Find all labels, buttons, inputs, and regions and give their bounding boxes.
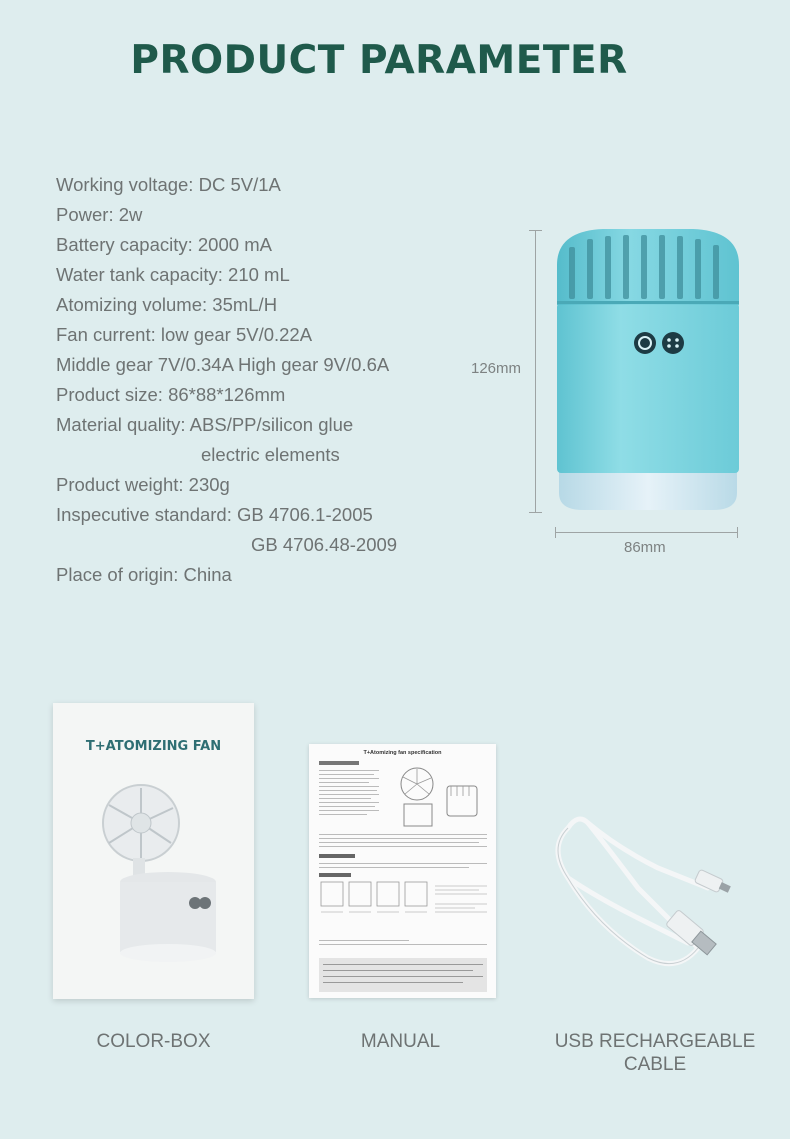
manual-line	[323, 976, 483, 977]
product-image	[553, 225, 743, 520]
manual-line	[319, 770, 379, 771]
manual-line	[319, 846, 487, 847]
manual-line	[319, 834, 487, 835]
cable-caption-line1: USB RECHARGEABLE	[554, 1031, 756, 1052]
width-dimension-line	[555, 532, 738, 533]
spec-standard-cont: GB 4706.48-2009	[251, 534, 398, 555]
manual-line	[319, 774, 374, 775]
spec-size: Product size: 86*88*126mm	[56, 384, 286, 405]
height-dimension-cap-bottom	[529, 512, 542, 513]
page-title: PRODUCT PARAMETER	[130, 38, 628, 83]
height-dimension-cap-top	[529, 230, 542, 231]
spec-standard: Inspecutive standard: GB 4706.1-2005	[56, 504, 373, 525]
manual-line	[319, 786, 379, 787]
manual-line	[319, 790, 377, 791]
spec-weight: Product weight: 230g	[56, 474, 230, 495]
manual-line	[319, 778, 379, 779]
manual-line	[319, 944, 487, 945]
manual-line	[319, 867, 469, 868]
color-box-image	[53, 703, 254, 999]
manual-line	[319, 782, 369, 783]
manual-line	[319, 814, 367, 815]
manual-image	[309, 744, 496, 998]
manual-line	[319, 802, 379, 803]
box-title: T+ATOMIZING FAN	[85, 739, 222, 754]
spec-battery: Battery capacity: 2000 mA	[56, 234, 272, 255]
height-dimension-line	[535, 230, 536, 513]
cable-caption-line2: CABLE	[623, 1054, 687, 1075]
manual-section-bar	[319, 873, 351, 877]
manual-caption: MANUAL	[360, 1031, 441, 1052]
manual-line	[319, 806, 375, 807]
manual-fan-diagram	[389, 764, 489, 829]
manual-line	[319, 842, 479, 843]
spec-list	[56, 170, 397, 590]
spec-material-cont: electric elements	[201, 444, 340, 465]
width-label: 86mm	[624, 539, 666, 556]
manual-line	[323, 970, 473, 971]
spec-gears: Middle gear 7V/0.34A High gear 9V/0.6A	[56, 354, 390, 375]
manual-line	[319, 794, 379, 795]
spec-power: Power: 2w	[56, 204, 143, 225]
manual-line	[323, 964, 483, 965]
manual-line	[319, 940, 409, 941]
spec-water-tank: Water tank capacity: 210 mL	[56, 264, 290, 285]
height-label: 126mm	[471, 360, 522, 377]
spec-origin: Place of origin: China	[56, 564, 232, 585]
manual-title: T+Atomizing fan specification	[363, 750, 442, 756]
manual-line	[319, 838, 487, 839]
box-product-illustration	[93, 778, 223, 968]
width-dimension-cap-right	[737, 527, 738, 538]
manual-line	[319, 810, 379, 811]
spec-material: Material quality: ABS/PP/silicon glue	[56, 414, 354, 435]
manual-line	[319, 798, 371, 799]
manual-line	[319, 863, 487, 864]
manual-line	[323, 982, 463, 983]
color-box-caption: COLOR-BOX	[96, 1031, 211, 1052]
manual-steps-diagram	[319, 880, 489, 930]
spec-atomizing: Atomizing volume: 35mL/H	[56, 294, 278, 315]
usb-cable-image	[548, 808, 748, 978]
manual-section-bar	[319, 854, 355, 858]
spec-voltage: Working voltage: DC 5V/1A	[56, 174, 281, 195]
width-dimension-cap-left	[555, 527, 556, 538]
manual-section-bar	[319, 761, 359, 765]
spec-fan-current: Fan current: low gear 5V/0.22A	[56, 324, 313, 345]
